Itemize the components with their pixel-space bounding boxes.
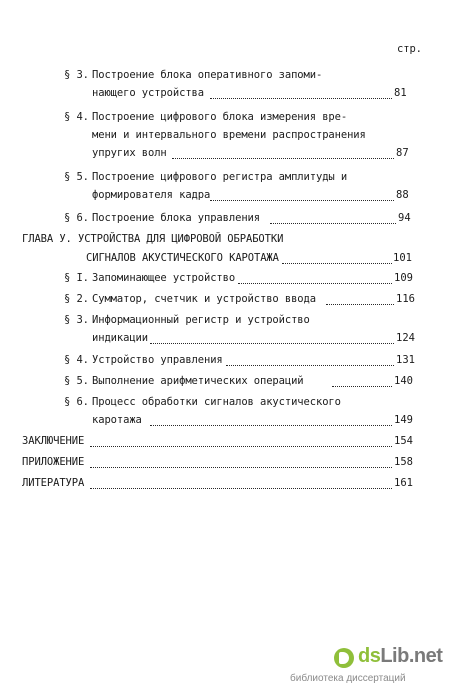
dot-leader — [90, 478, 392, 489]
entry-title-line-1: Построение блока оперативного запоми- — [92, 69, 323, 81]
entry-number: § 3. — [64, 314, 89, 326]
dot-leader — [172, 148, 394, 159]
entry-title-line-1: Запоминающее устройство — [92, 272, 236, 284]
page-number: 101 — [393, 252, 412, 264]
entry-number: § 4. — [64, 354, 89, 366]
page-number: 94 — [398, 212, 411, 224]
entry-number: § 6. — [64, 212, 89, 224]
page-number: 81 — [394, 87, 407, 99]
page-number: 161 — [394, 477, 413, 489]
chapter-title-line-1: ГЛАВА У. УСТРОЙСТВА ДЛЯ ЦИФРОВОЙ ОБРАБОТКИ — [22, 233, 284, 245]
entry-title-line-1: Выполнение арифметических операций — [92, 375, 304, 387]
dot-leader — [210, 88, 392, 99]
entry-title-line-1: Информационный регистр и устройство — [92, 314, 310, 326]
page-number: 109 — [394, 272, 413, 284]
entry-title-line-3: упругих волн — [92, 147, 167, 159]
dot-leader — [332, 376, 392, 387]
entry-title-line-2: индикации — [92, 332, 148, 344]
dot-leader — [238, 273, 392, 284]
watermark-brand-rest: Lib.net — [380, 645, 443, 667]
book-icon — [334, 648, 354, 668]
entry-title-line-2: каротажа — [92, 414, 142, 426]
entry-title-line-1: Сумматор, счетчик и устройство ввода — [92, 293, 316, 305]
chapter-title-line-2: СИГНАЛОВ АКУСТИЧЕСКОГО КАРОТАЖА — [86, 252, 279, 264]
page-number: 131 — [396, 354, 415, 366]
page-number: 88 — [396, 189, 409, 201]
dot-leader — [270, 213, 396, 224]
dot-leader — [150, 415, 392, 426]
dot-leader — [226, 355, 394, 366]
entry-title-line-2: формирователя кадра — [92, 189, 211, 201]
dot-leader — [210, 190, 394, 201]
entry-title-line-1: Устройство управления — [92, 354, 223, 366]
entry-number: § 5. — [64, 375, 89, 387]
page-number: 124 — [396, 332, 415, 344]
page-number: 154 — [394, 435, 413, 447]
entry-title-line-2: мени и интервального времени распространения — [92, 129, 366, 141]
entry-title-line-2: нающего устройства — [92, 87, 204, 99]
entry-title-line-1: Построение цифрового блока измерения вре- — [92, 111, 348, 123]
dot-leader — [90, 457, 392, 468]
dot-leader — [282, 253, 392, 264]
watermark-brand-ds: ds — [358, 645, 381, 667]
entry-title: ПРИЛОЖЕНИЕ — [22, 456, 85, 468]
page-number: 87 — [396, 147, 409, 159]
entry-number: § 2. — [64, 293, 89, 305]
dot-leader — [90, 436, 392, 447]
watermark-subtitle: библиотека диссертаций — [290, 673, 406, 684]
entry-number: § I. — [64, 272, 89, 284]
page-number: 158 — [394, 456, 413, 468]
entry-number: § 4. — [64, 111, 89, 123]
entry-title-line-1: Построение цифрового регистра амплитуды и — [92, 171, 348, 183]
entry-title: ЗАКЛЮЧЕНИЕ — [22, 435, 85, 447]
dot-leader — [326, 294, 394, 305]
page-number: 116 — [396, 293, 415, 305]
entry-title-line-1: Процесс обработки сигналов акустического — [92, 396, 341, 408]
dot-leader — [150, 333, 394, 344]
page-column-header: стр. — [397, 43, 422, 55]
page-number: 140 — [394, 375, 413, 387]
page-number: 149 — [394, 414, 413, 426]
entry-number: § 6. — [64, 396, 89, 408]
entry-title: ЛИТЕРАТУРА — [22, 477, 85, 489]
entry-number: § 3. — [64, 69, 89, 81]
entry-number: § 5. — [64, 171, 89, 183]
watermark-brand — [358, 645, 442, 668]
entry-title-line-1: Построение блока управления — [92, 212, 260, 224]
